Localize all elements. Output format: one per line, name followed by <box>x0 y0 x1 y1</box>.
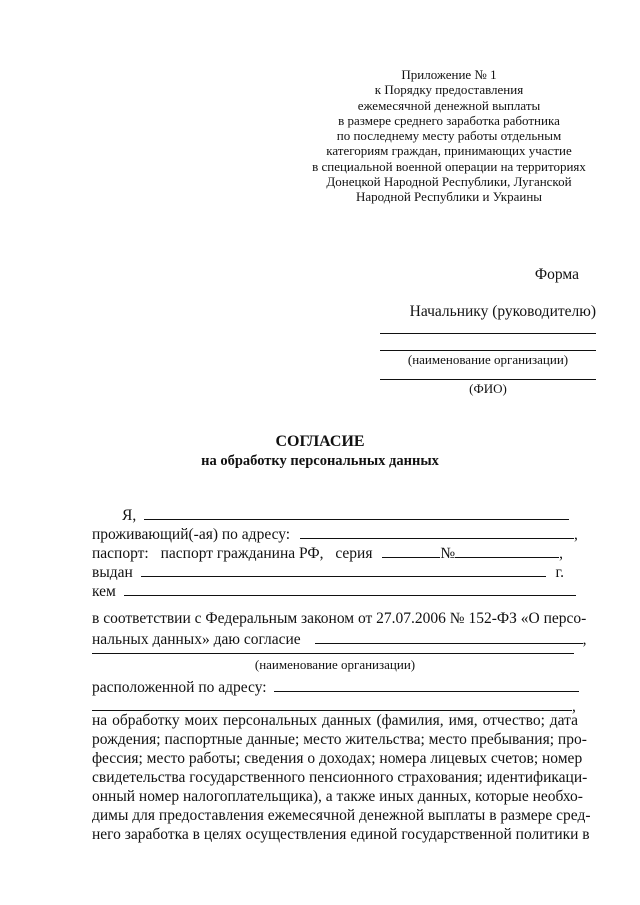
organization-address-field-continued[interactable] <box>92 696 572 711</box>
passport-label: паспорт: <box>92 545 149 562</box>
consent-text-line: на обработку моих персональных данных (фамилия, имя, отчество; дата <box>92 712 578 729</box>
consent-to-label: нальных данных» даю согласие <box>92 631 301 648</box>
addressee-block <box>380 303 596 397</box>
appendix-line: категориям граждан, принимающих участие <box>326 143 572 159</box>
number-label: № <box>440 545 456 562</box>
issued-by-row <box>92 581 578 601</box>
addressee-line-1[interactable] <box>380 333 596 334</box>
addressee-line-2[interactable] <box>380 350 596 351</box>
consent-text-line: рождения; паспортные данные; место жительства; место пребывания; про- <box>92 731 587 748</box>
appendix-line: Донецкой Народной Республики, Луганской <box>326 174 572 190</box>
consent-text-line: свидетельства государственного пенсионного страхования; идентификаци- <box>92 769 588 786</box>
comma: , <box>573 526 578 543</box>
org-name-caption: (наименование организации) <box>407 352 569 367</box>
organization-field[interactable] <box>315 629 583 644</box>
appendix-line: Народной Республики и Украины <box>355 189 543 205</box>
document-title: СОГЛАСИЕ <box>275 433 365 450</box>
consent-text-line: него заработка в целях осуществления единой государственной политики в <box>92 826 590 843</box>
form-label: Форма <box>534 266 579 283</box>
consent-text-line: димы для предоставления ежемесячной денежной выплаты в размере сред- <box>92 807 591 824</box>
year-suffix: г. <box>555 564 565 581</box>
law-line-1: в соответствии с Федеральным законом от 27.07.2006 № 152-ФЗ «О персо- <box>92 610 587 627</box>
fio-caption: (ФИО) <box>469 381 507 396</box>
issued-by-field[interactable] <box>124 581 576 596</box>
document-subtitle: на обработку персональных данных <box>201 453 439 469</box>
consent-text-line: фессия; место работы; сведения о доходах; номера лицевых счетов; номер <box>92 750 583 767</box>
appendix-line: по последнему месту работы отдельным <box>336 128 562 144</box>
located-label: расположенной по адресу: <box>92 679 267 696</box>
passport-series-field[interactable] <box>382 543 440 558</box>
organization-caption: (наименование организации) <box>254 657 416 672</box>
passport-type: паспорт гражданина РФ, <box>160 545 324 562</box>
appendix-line: Приложение № 1 <box>401 67 497 82</box>
name-row <box>92 505 578 525</box>
located-row <box>92 677 578 697</box>
appendix-line: в размере среднего заработка работника <box>338 112 560 128</box>
address-row <box>92 524 578 544</box>
i-label: Я, <box>122 507 137 524</box>
full-name-field[interactable] <box>144 505 569 520</box>
comma: , <box>572 698 576 715</box>
residing-label: проживающий(-ая) по адресу: <box>92 526 291 543</box>
comma: , <box>559 545 564 562</box>
appendix-line: к Порядку предоставления <box>374 82 524 98</box>
passport-number-field[interactable] <box>455 543 559 558</box>
comma: , <box>582 631 587 648</box>
addressee-to: Начальнику (руководителю) <box>409 303 596 320</box>
issued-by-label: кем <box>92 583 116 600</box>
fio-line[interactable] <box>380 379 596 380</box>
organization-address-field[interactable] <box>274 677 579 692</box>
passport-row <box>92 543 578 563</box>
issued-row <box>92 562 578 582</box>
issued-date-field[interactable] <box>141 562 546 577</box>
series-label: серия <box>335 545 373 562</box>
consent-to-row <box>92 629 587 649</box>
issued-label: выдан <box>92 564 133 581</box>
consent-text-line: онный номер налогоплательщика), а также иных данных, которые необхо- <box>92 788 583 805</box>
residence-address-field[interactable] <box>300 524 574 539</box>
organization-field-continued[interactable] <box>92 653 574 654</box>
appendix-line: в специальной военной операции на территориях <box>312 158 586 174</box>
appendix-line: ежемесячной денежной выплаты <box>357 97 541 113</box>
appendix-header <box>286 67 612 205</box>
